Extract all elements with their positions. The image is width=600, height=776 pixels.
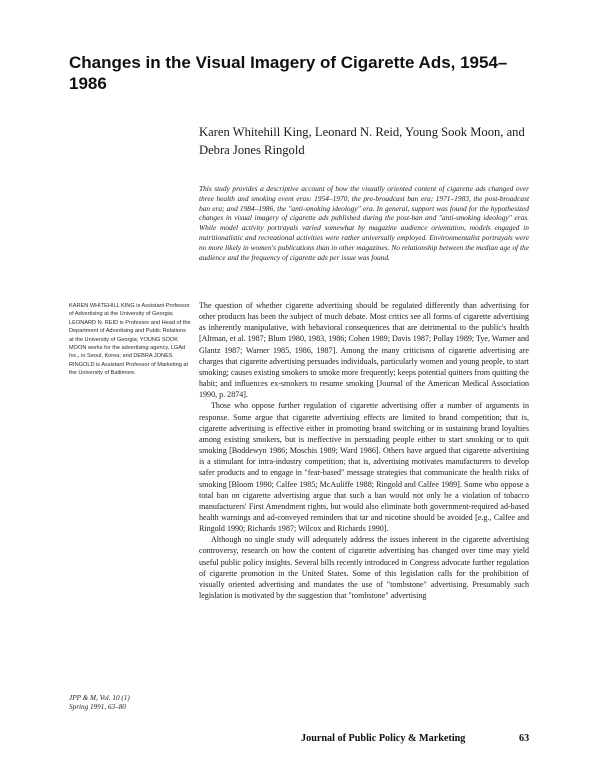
article-title: Changes in the Visual Imagery of Cigarette Ads, 1954–1986 — [69, 53, 508, 93]
citation-volume: JPP & M, Vol. 10 (1) — [69, 694, 130, 702]
citation-date-pages: Spring 1991, 63–80 — [69, 703, 126, 711]
journal-citation — [69, 694, 189, 712]
body-text — [199, 300, 529, 601]
footer-journal-name: Journal of Public Policy & Marketing — [301, 733, 466, 744]
page-number: 63 — [519, 733, 530, 744]
abstract: This study provides a descriptive account of how the visually oriented content of cigarette ads changed over three health and smoking event eras: 1954–1970, the pre-broadcast ban era; 1971–1983, the post-broadcast ban era; and 1984–1986, the "anti-smoking ideology" era. In general, support was found for the hypothesized changes in visual imagery of cigarette ads published during the post-ban and "anti-smoking ideology" eras. While model activity portrayals varied somewhat by magazine audience orientation, models engaged in nutritionalistic and recreational activities were rather universally employed. Environmentalist portrayals were no more likely in women's publications than in other magazines. No relationship between the median age of the audience and the frequency of cigarette ads per issue was found. — [199, 184, 529, 262]
author-bio: KAREN WHITEHILL KING is Assistant Professor of Advertising at the University of Georgia; LEONARD N. REID is Professor and Head of the Department of Advertising and Public Relations at the University of Georgia; YOUNG SOOK MOON works for the advertising agency, LGAd Inc., in Seoul, Korea; and DEBRA JONES RINGOLD is Assistant Professor of Marketing at the University of Baltimore. — [69, 303, 191, 377]
body-paragraph-1: The question of whether cigarette advertising should be regulated differently than advertising for other products has been the subject of much debate. Most critics see all forms of cigarette advertising as inherently manipulative, with behavioral consequences that are detrimental to the public's health [Altman, et al. 1987; Blum 1980, 1983, 1986; Cohen 1989; Davis 1987; Pollay 1989; Tye, Warner and Glantz 1987; Warner 1985, 1986, 1987]. Among the many criticisms of cigarette advertising are charges that cigarette advertising persuades individuals, particularly women and young people, to start smoking; causes existing smokers to smoke more frequently; keeps potential quitters from quitting the habit; and influences ex-smokers to resume smoking [Journal of the American Medical Association 1990, p. 2874]. — [199, 301, 529, 400]
body-paragraph-3: Although no single study will adequately address the issues inherent in the cigarette advertising controversy, research on how the content of cigarette advertising has changed over time may yield useful public policy insights. Several bills recently introduced in Congress advocate further regulation of cigarette promotion in the United States. Some of this legislation calls for the prohibition of visually oriented advertising and mandates the use of "tombstone" advertising. Presumably such legislation is motivated by the suggestion that "tombstone" advertising — [199, 535, 529, 601]
author-list: Karen Whitehill King, Leonard N. Reid, Young Sook Moon, and Debra Jones Ringold — [199, 125, 525, 157]
body-paragraph-2: Those who oppose further regulation of cigarette advertising offer a number of arguments in response. Some argue that cigarette advertising effects are limited to brand competition; that is, cigarette advertising is effective either in promoting brand switching or in sustaining brand loyalties among existing smokers, but is ineffective in persuading people either to start smoking or to quit smoking [Boddewyn 1986; Moschis 1989; Ward 1986]. Others have argued that cigarette advertising is a stimulant for intra-industry competition; that is, advertising motivates manufacturers to develop safer products and to engage in "fear-based" message strategies that communicate the health risks of smoking [Bloom 1990; Calfee 1985; McAuliffe 1988; Ringold and Calfee 1989]. Some who oppose a total ban on cigarette advertising argue that such a ban would not only be a violation of tobacco manufacturers' First Amendment rights, but would also eliminate both government-required ad-based health warnings and ad-conveyed reminders that tar and nicotine should be avoided [e.g., Calfee and Ringold 1990; Richards 1987; Wilcox and Richards 1990]. — [199, 401, 529, 534]
